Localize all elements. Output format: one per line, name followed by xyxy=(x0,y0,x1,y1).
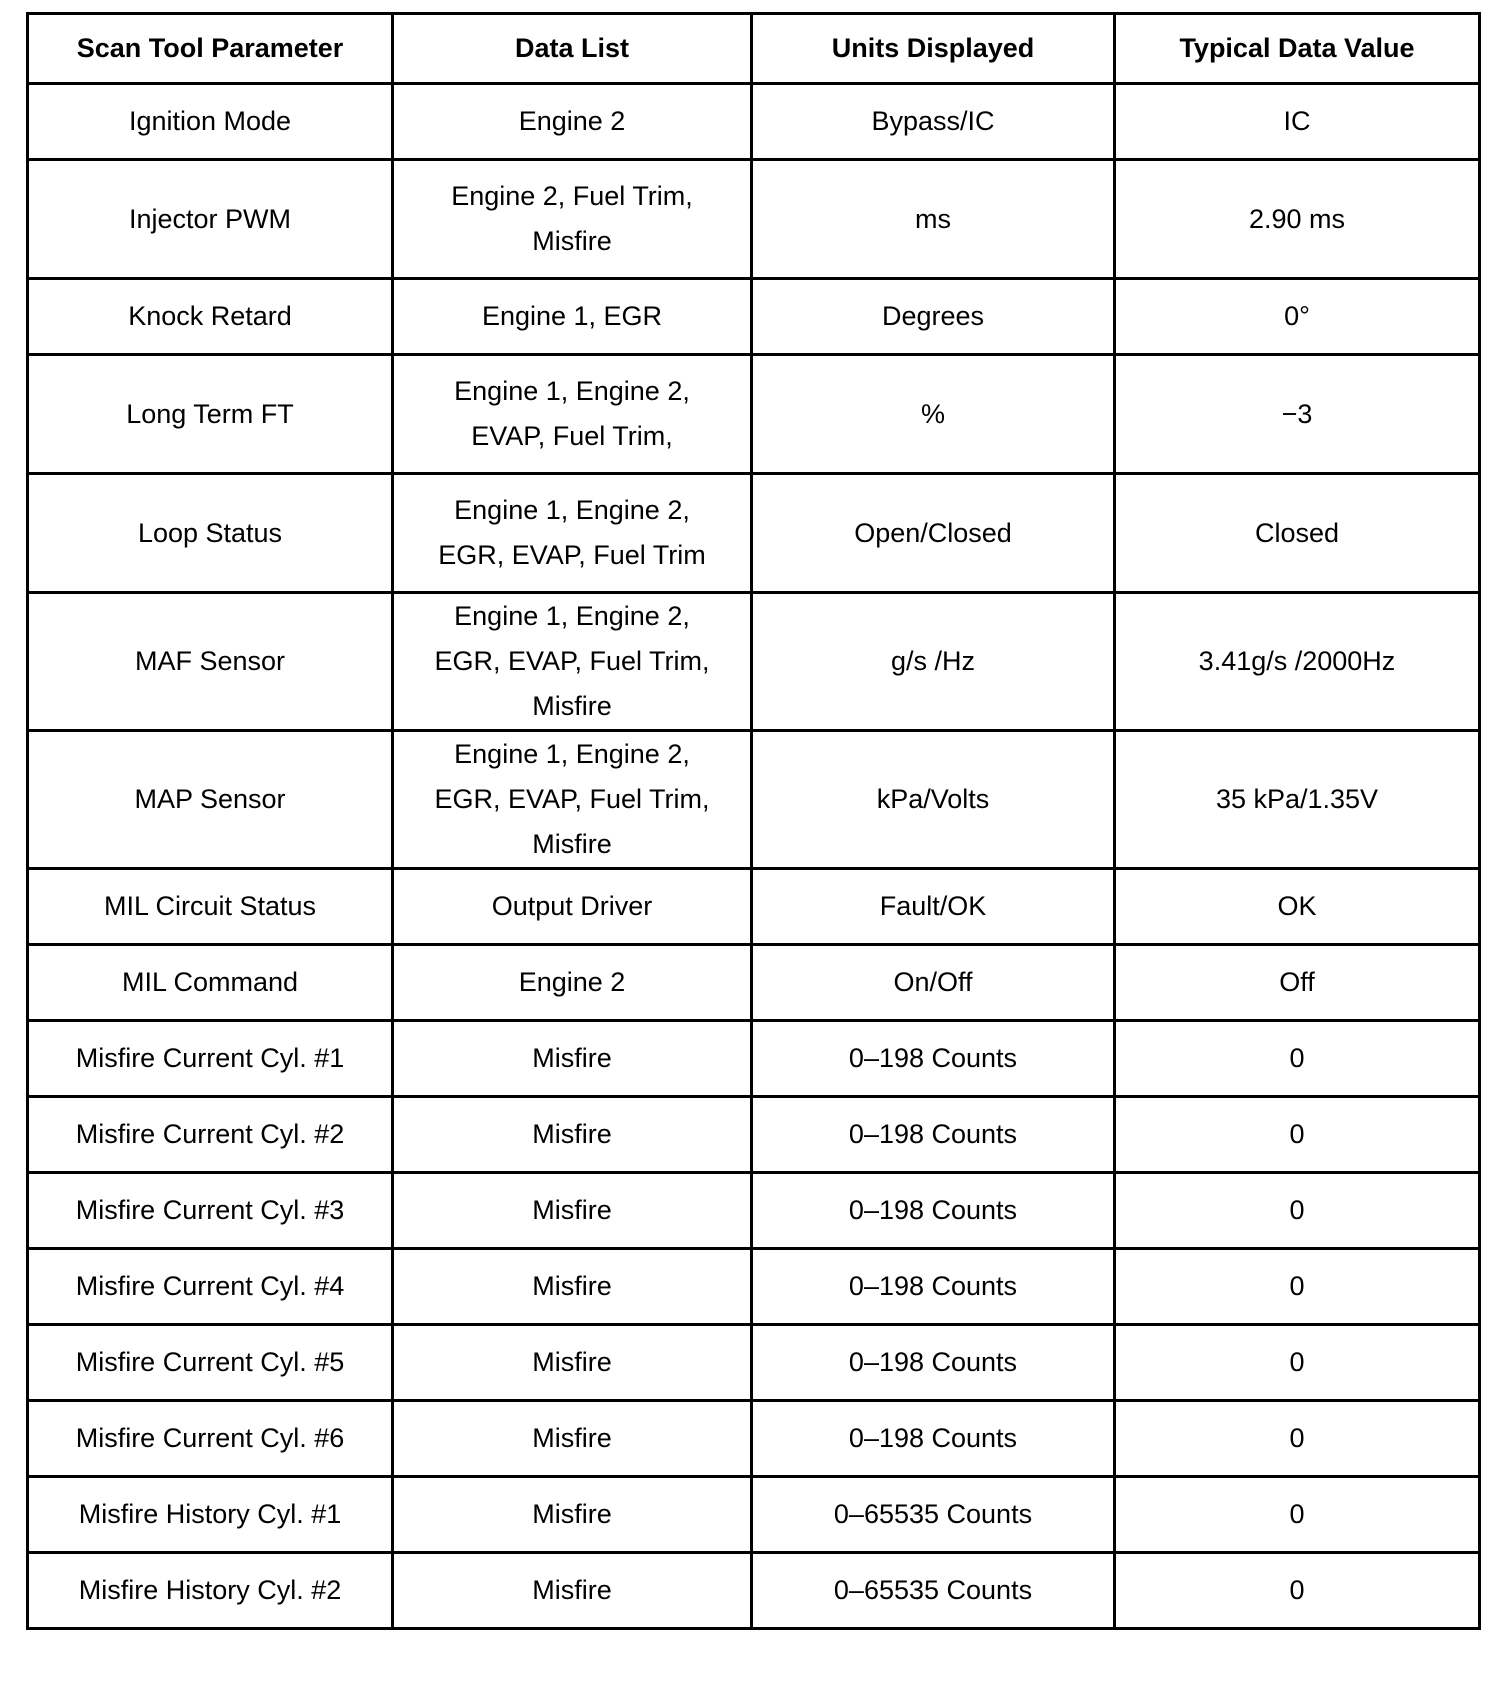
cell-typical-data-value: Off xyxy=(1115,945,1480,1021)
cell-data-list xyxy=(393,160,752,279)
cell-data-list xyxy=(393,355,752,474)
cell-typical-data-value: Closed xyxy=(1115,474,1480,593)
table-row xyxy=(28,1021,1480,1097)
cell-units-displayed: g/s /Hz xyxy=(752,593,1115,731)
cell-data-list xyxy=(393,945,752,1021)
table-header-row xyxy=(28,14,1480,84)
table-row xyxy=(28,1401,1480,1477)
cell-typical-data-value: OK xyxy=(1115,869,1480,945)
cell-typical-data-value: 0 xyxy=(1115,1401,1480,1477)
cell-units-displayed: 0–198 Counts xyxy=(752,1401,1115,1477)
table-container xyxy=(26,12,1478,1630)
header-data-list: Data List xyxy=(393,14,752,84)
table-row xyxy=(28,279,1480,355)
cell-typical-data-value: 0 xyxy=(1115,1021,1480,1097)
cell-data-list xyxy=(393,1249,752,1325)
data-list-line: Engine 1, Engine 2, xyxy=(454,495,690,525)
data-list-line: Engine 1, EGR xyxy=(481,301,663,331)
table-row xyxy=(28,593,1480,731)
header-units-displayed: Units Displayed xyxy=(752,14,1115,84)
data-list-line: Engine 2 xyxy=(518,967,626,997)
table-row xyxy=(28,1477,1480,1553)
table-row xyxy=(28,474,1480,593)
data-list-line: Misfire xyxy=(532,829,612,859)
cell-units-displayed: Degrees xyxy=(752,279,1115,355)
table-row xyxy=(28,1097,1480,1173)
data-list-line: EVAP, Fuel Trim, xyxy=(471,421,673,451)
header-typical-data-value: Typical Data Value xyxy=(1115,14,1480,84)
cell-units-displayed: Bypass/IC xyxy=(752,84,1115,160)
cell-data-list xyxy=(393,869,752,945)
cell-typical-data-value: 0 xyxy=(1115,1325,1480,1401)
data-list-line: Engine 2, Fuel Trim, xyxy=(451,181,693,211)
cell-scan-tool-parameter: Misfire Current Cyl. #4 xyxy=(28,1249,393,1325)
cell-data-list xyxy=(393,1173,752,1249)
table-row xyxy=(28,1553,1480,1629)
cell-units-displayed: 0–65535 Counts xyxy=(752,1553,1115,1629)
cell-units-displayed: 0–198 Counts xyxy=(752,1021,1115,1097)
cell-typical-data-value: 0 xyxy=(1115,1249,1480,1325)
data-list-line: Misfire xyxy=(532,1575,612,1605)
table-row xyxy=(28,1173,1480,1249)
data-list-line: Engine 1, Engine 2, xyxy=(454,601,690,631)
data-list-line: Engine 1, Engine 2, xyxy=(454,376,690,406)
data-list-line: Output Driver xyxy=(491,891,653,921)
cell-data-list xyxy=(393,279,752,355)
table-row xyxy=(28,160,1480,279)
cell-units-displayed: 0–198 Counts xyxy=(752,1173,1115,1249)
cell-data-list xyxy=(393,474,752,593)
cell-scan-tool-parameter: Misfire History Cyl. #2 xyxy=(28,1553,393,1629)
cell-typical-data-value: IC xyxy=(1115,84,1480,160)
data-list-line: Misfire xyxy=(532,226,612,256)
cell-scan-tool-parameter: MAP Sensor xyxy=(28,731,393,869)
table-row xyxy=(28,1249,1480,1325)
data-list-line: EGR, EVAP, Fuel Trim, xyxy=(434,784,710,814)
cell-data-list xyxy=(393,1553,752,1629)
cell-units-displayed: 0–198 Counts xyxy=(752,1097,1115,1173)
data-list-line: Misfire xyxy=(532,1043,612,1073)
cell-units-displayed: On/Off xyxy=(752,945,1115,1021)
data-list-line: EGR, EVAP, Fuel Trim, xyxy=(434,646,710,676)
cell-units-displayed: Open/Closed xyxy=(752,474,1115,593)
cell-data-list xyxy=(393,1021,752,1097)
data-list-line: Misfire xyxy=(532,1195,612,1225)
cell-typical-data-value: 0 xyxy=(1115,1097,1480,1173)
cell-data-list xyxy=(393,1325,752,1401)
cell-scan-tool-parameter: MAF Sensor xyxy=(28,593,393,731)
cell-data-list xyxy=(393,593,752,731)
data-list-line: EGR, EVAP, Fuel Trim xyxy=(438,540,706,570)
scan-tool-data-table xyxy=(26,12,1481,1630)
cell-data-list xyxy=(393,1477,752,1553)
cell-scan-tool-parameter: Misfire Current Cyl. #5 xyxy=(28,1325,393,1401)
cell-scan-tool-parameter: Ignition Mode xyxy=(28,84,393,160)
cell-typical-data-value: 3.41g/s /2000Hz xyxy=(1115,593,1480,731)
cell-scan-tool-parameter: Misfire History Cyl. #1 xyxy=(28,1477,393,1553)
cell-data-list xyxy=(393,84,752,160)
table-row xyxy=(28,945,1480,1021)
cell-units-displayed: kPa/Volts xyxy=(752,731,1115,869)
cell-scan-tool-parameter: Misfire Current Cyl. #3 xyxy=(28,1173,393,1249)
cell-scan-tool-parameter: Loop Status xyxy=(28,474,393,593)
cell-scan-tool-parameter: Misfire Current Cyl. #2 xyxy=(28,1097,393,1173)
data-list-line: Misfire xyxy=(532,1499,612,1529)
cell-data-list xyxy=(393,1401,752,1477)
cell-typical-data-value: 2.90 ms xyxy=(1115,160,1480,279)
cell-typical-data-value: 0 xyxy=(1115,1173,1480,1249)
cell-typical-data-value: 0 xyxy=(1115,1553,1480,1629)
table-row xyxy=(28,84,1480,160)
cell-units-displayed: ms xyxy=(752,160,1115,279)
cell-typical-data-value: −3 xyxy=(1115,355,1480,474)
table-row xyxy=(28,355,1480,474)
table-body xyxy=(28,84,1480,1629)
data-list-line: Misfire xyxy=(532,1119,612,1149)
cell-scan-tool-parameter: MIL Command xyxy=(28,945,393,1021)
cell-scan-tool-parameter: Misfire Current Cyl. #6 xyxy=(28,1401,393,1477)
cell-scan-tool-parameter: Knock Retard xyxy=(28,279,393,355)
cell-scan-tool-parameter: Long Term FT xyxy=(28,355,393,474)
table-row xyxy=(28,1325,1480,1401)
data-list-line: Engine 1, Engine 2, xyxy=(454,739,690,769)
data-list-line: Misfire xyxy=(532,1271,612,1301)
cell-data-list xyxy=(393,1097,752,1173)
cell-typical-data-value: 0 xyxy=(1115,1477,1480,1553)
data-list-line: Misfire xyxy=(532,1423,612,1453)
cell-scan-tool-parameter: Injector PWM xyxy=(28,160,393,279)
cell-units-displayed: 0–198 Counts xyxy=(752,1249,1115,1325)
cell-typical-data-value: 0° xyxy=(1115,279,1480,355)
cell-units-displayed: Fault/OK xyxy=(752,869,1115,945)
data-list-line: Misfire xyxy=(532,691,612,721)
cell-scan-tool-parameter: MIL Circuit Status xyxy=(28,869,393,945)
cell-units-displayed: % xyxy=(752,355,1115,474)
cell-units-displayed: 0–65535 Counts xyxy=(752,1477,1115,1553)
cell-data-list xyxy=(393,731,752,869)
table-row xyxy=(28,731,1480,869)
data-list-line: Engine 2 xyxy=(518,106,626,136)
header-scan-tool-parameter: Scan Tool Parameter xyxy=(28,14,393,84)
data-list-line: Misfire xyxy=(532,1347,612,1377)
table-row xyxy=(28,869,1480,945)
cell-scan-tool-parameter: Misfire Current Cyl. #1 xyxy=(28,1021,393,1097)
cell-typical-data-value: 35 kPa/1.35V xyxy=(1115,731,1480,869)
cell-units-displayed: 0–198 Counts xyxy=(752,1325,1115,1401)
